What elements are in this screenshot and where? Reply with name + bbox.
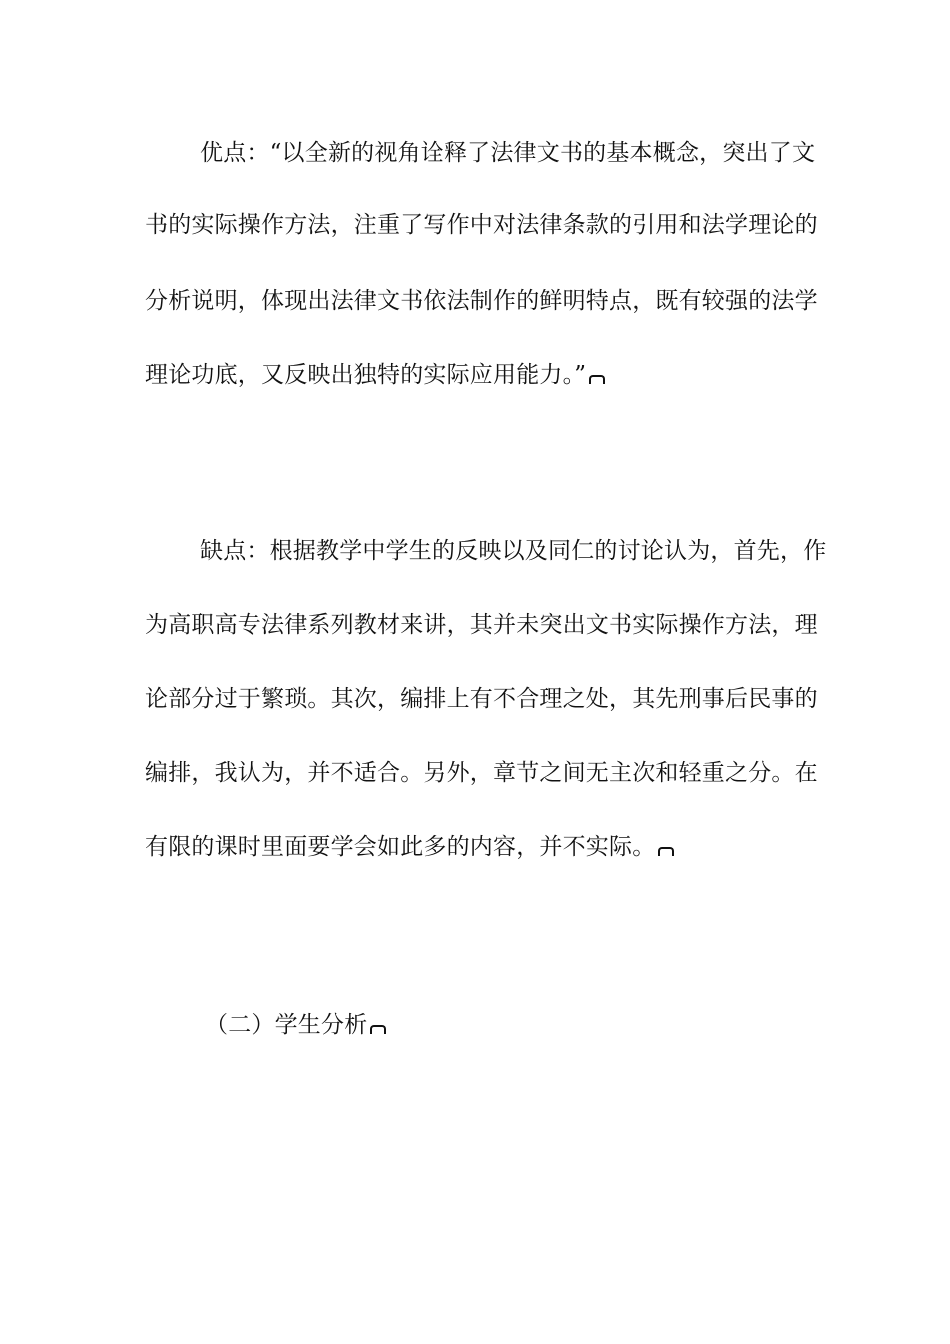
advantages-line-1: 优点：“以全新的视角诠释了法律文书的基本概念，突出了文 (200, 140, 816, 166)
disadvantages-line-1: 缺点：根据教学中学生的反映以及同仁的讨论认为，首先，作 (200, 538, 827, 564)
disadvantages-line-2: 为高职高专法律系列教材来讲，其并未突出文书实际操作方法，理 (145, 612, 818, 638)
paragraph-mark-icon (370, 1025, 386, 1034)
section-heading-wrap (205, 1010, 386, 1040)
advantages-line-3: 分析说明，体现出法律文书依法制作的鲜明特点，既有较强的法学 (145, 288, 818, 314)
disadvantages-line-5: 有限的课时里面要学会如此多的内容，并不实际。 (145, 834, 656, 860)
advantages-line-2: 书的实际操作方法，注重了写作中对法律条款的引用和法学理论的 (145, 212, 818, 238)
paragraph-mark-icon (658, 847, 674, 856)
paragraph-mark-icon (589, 375, 605, 384)
advantages-line-4: 理论功底，又反映出独特的实际应用能力。” (145, 362, 587, 388)
disadvantages-line-5-wrap (145, 832, 674, 862)
section-heading-students: （二）学生分析 (205, 1012, 368, 1038)
disadvantages-line-4: 编排，我认为，并不适合。另外，章节之间无主次和轻重之分。在 (145, 760, 818, 786)
advantages-line-4-wrap (145, 360, 605, 390)
disadvantages-line-3: 论部分过于繁琐。其次，编排上有不合理之处，其先刑事后民事的 (145, 686, 818, 712)
